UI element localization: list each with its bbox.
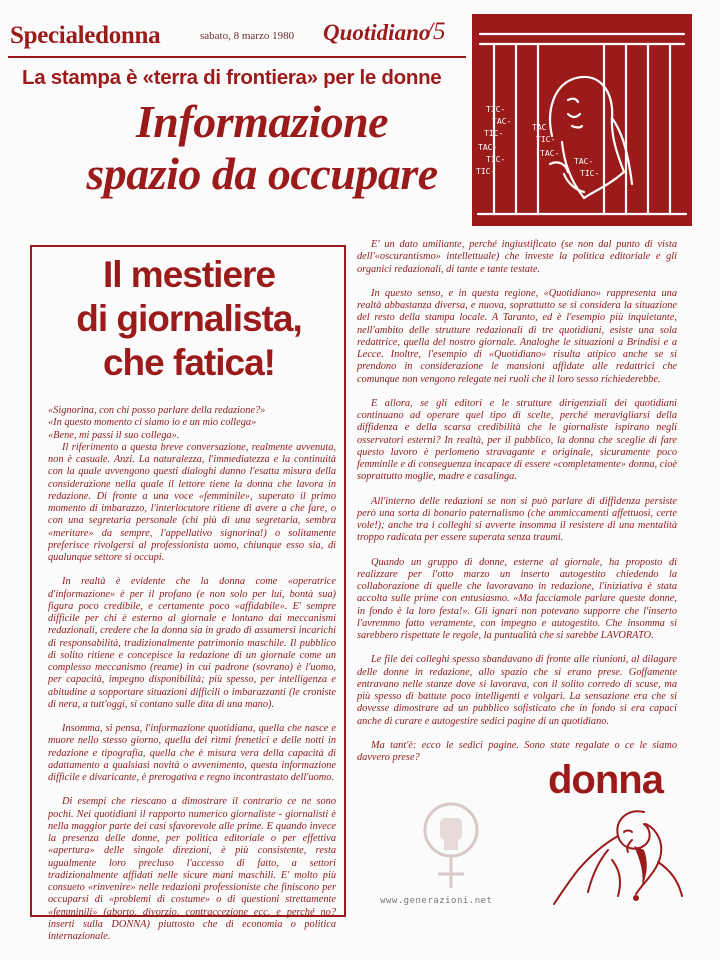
article-paragraph: In questo senso, e in questa regione, «Quotidiano» rappresenta una realtà abbastanza diversa, e nuova, soprattutto se si considera la situazione del resto della stampa locale. A Taranto, ed è l'esempio più inquietante, nell'ambito delle strutture redazionali di tre quotidiani, esiste una sola redattrice, quella del nostro giornale. Analoghe le situazioni a Brindisi e a Lecce. Inoltre, l'esempio di «Quotidiano» risulta atipico anche se si prendono in considerazione le mansioni affidate alle redattrici che comunque non vengono relegate nei ruoli che il loro sesso richiederebbe. xyxy=(357,287,677,385)
source-credit: www.generazioni.net xyxy=(380,896,493,906)
main-headline-line: Informazione xyxy=(135,96,389,147)
article-paragraph: All'interno delle redazioni se non si può parlare di diffidenza persiste però una sorta di bonario paternalismo (che ammiccamenti affettuosi, certe vole!); anche tra i colleghi si avverte insomma il resistere di una mentalità troppo radicata per essere superata senza traumi. xyxy=(357,495,677,544)
article-paragraph: Il riferimento a questa breve conversazione, realmente avvenuta, non è casuale. Anzi. La naturalezza, l'immediatezza e la continuità con la quale avvengono questi dialoghi danno l'esatta misura della considerazione nella quale il lettore tiene la donna che lavora in redazione. Di fronte a una voce «femminile», superato il primo momento di imbarazzo, l'interlocutore ritiene di avere a che fare, o con una segretaria personale (chi più di una segretaria, sembra «meritare» da sempre, l'appellativo signorina!) o solitamente preferisce rivolgersi al professionista uomo, chiunque esso sia, di qualunque settore si occupi. xyxy=(48,441,336,563)
feminist-symbol-icon xyxy=(418,798,484,895)
article-paragraph: E' un dato umiliante, perché ingiustificato (se non dal punto di vista dell'«oscurantismo» intellettuale) che investe la politica editoriale e gli organici redazionali, di tante e tante testate. xyxy=(357,239,677,275)
article-column-left xyxy=(48,405,336,955)
section-name: Specialedonna xyxy=(10,22,161,49)
article-headline xyxy=(60,253,318,385)
dialogue-line: «Bene, mi passi il suo collega». xyxy=(48,429,180,441)
tic-word: TAC- xyxy=(574,157,594,166)
tic-word: TAC- xyxy=(540,149,560,158)
article-paragraph: Ma tant'è: ecco le sedici pagine. Sono state regalate o ce le siamo davvero prese? xyxy=(357,739,677,763)
newspaper-name: Quotidiano xyxy=(323,20,431,45)
article-headline-line: di giornalista, xyxy=(76,298,302,339)
prison-bars-illustration xyxy=(472,14,692,226)
tic-word: TIC- xyxy=(484,129,504,138)
page-number: /5 xyxy=(426,18,446,45)
article-paragraph: Quando un gruppo di donne, esterne al giornale, ha proposto di realizzare per l'otto marzo un inserto autogestito chiedendo la collaborazione di quelle che lavoravano in redazione, l'iniziativa è stata accolta sulle prime con entusiasmo. «Ma facciamole parlare queste donne, in fondo è la loro festa!». Gli ignari non potevano supporre che l'inserto l'avremmo fatto veramente, con impegno e autogestito. Che insomma si sarebbero rispettate le regole, la puntualità che si sarebbe LAVORATO. xyxy=(357,556,677,641)
art-nouveau-woman-icon xyxy=(548,800,688,915)
article-headline-line: Il mestiere xyxy=(102,254,276,295)
article-headline-line: che fatica! xyxy=(102,342,275,383)
illustration-drawing xyxy=(472,14,692,226)
dialogue-line: «Signorina, con chi posso parlare della redazione?» xyxy=(48,405,266,416)
tic-word: TIC- xyxy=(536,135,556,144)
article-paragraph: Le file dei colleghi spesso sbandavano di fronte alle riunioni, al dilagare delle donne in redazione, allo spazio che si erano prese. Goffamente entravano nelle stanze dove si lavorava, con il solito corredo di scuse, ma più spesso di battute poco intelligenti e volgari. La sensazione era che si dovesse dimostrare ad un pubblico sofisticato che in fondo si era capaci anche di curare e autogestire sedici pagine di un quotidiano. xyxy=(357,654,677,727)
main-headline xyxy=(52,96,472,200)
kicker-headline: La stampa è «terra di frontiera» per le donne xyxy=(22,66,442,89)
article-column-right xyxy=(357,239,677,776)
dialogue-line: «In questo momento ci siamo io e un mio collega» xyxy=(48,417,257,429)
header-rule xyxy=(8,56,466,58)
tic-word: TIC- xyxy=(486,155,506,164)
donna-logo: donna xyxy=(548,758,663,802)
article-paragraph: Insomma, si pensa, l'informazione quotidiana, quella che nasce e muore nello stesso giorno, quella dei ritmi frenetici e delle notti in redazione e tipografia, quella che è misura vera della capacità di adattamento a qualsiasi novità o avvenimento, questa informazione difficile e divaricante, è prerogativa e regno incontrastato dell'uomo. xyxy=(48,723,336,783)
tic-word: TIC- xyxy=(476,167,496,176)
article-paragraph: E allora, se gli editori e le strutture dirigenziali dei quotidiani continuano ad operare quel tipo di scelte, perché meravigliarsi della diffidenza e della scarsa credibilità che le giornaliste ispirano negli osservatori esterni? In realtà, per il pubblico, la donna che sceglie di fare questo lavoro è perlomeno stravagante e originale, sicuramente poco femminile e di conseguenza incapace di essere «completamente» donna, cioè soprattutto moglie, madre e casalinga. xyxy=(357,397,677,483)
tic-word: TAC- xyxy=(492,117,512,126)
tic-word: TIC- xyxy=(486,105,506,114)
main-headline-line: spazio da occupare xyxy=(86,148,438,199)
tic-word: TAC- xyxy=(478,143,498,152)
article-paragraph: In realtà è evidente che la donna come «operatrice d'informazione» è per il profano (e non solo per lui, bontà sua) figura poco credibile, e certamente poco «affidabile». E' sempre difficile per chi è esterno al giornale e lontano dai meccanismi redazionali, credere che la donna sia in grado di assumersi incarichi di responsabilità, tradizionalmente patrimonio maschile. Il pubblico di solito ritiene e concepisce la redazione di un giornale come un complesso meccanismo (reame) in cui padrone (sovrano) è l'uomo, per capacità, impegno disponibilità; più spesso, per intelligenza e abitudine a sopportare situazioni difficili o imbarazzanti (le croniste di nera, a tutt'oggi, si contano sulle dita di una mano). xyxy=(48,576,336,710)
tic-word: TIC- xyxy=(580,169,600,178)
issue-date: sabato, 8 marzo 1980 xyxy=(200,30,295,42)
tic-word: TAC xyxy=(532,123,547,132)
article-paragraph: Di esempi che riescano a dimostrare il contrario ce ne sono pochi. Nei quotidiani il rapporto numerico giornaliste - giornalisti è nella maggior parte dei casi sfavorevole alle prime. E quando invece la presenza delle donne, per politica editoriale o per effettiva «apertura» delle singole direzioni, è più consistente, resta ugualmente loro precluso l'accesso di fatto, a settori tradizionalmente affidati nelle sicure mani maschili. E' molto più consueto «rinvenire» nelle redazioni professioniste che finiscono per occuparsi di «problemi di costume» o di questioni strettamente «femminili» (aborto, divorzio, contraccezione ecc. e perché no? inserti sulla DONNA) piuttosto che di economia o politica internazionale. xyxy=(48,796,336,942)
